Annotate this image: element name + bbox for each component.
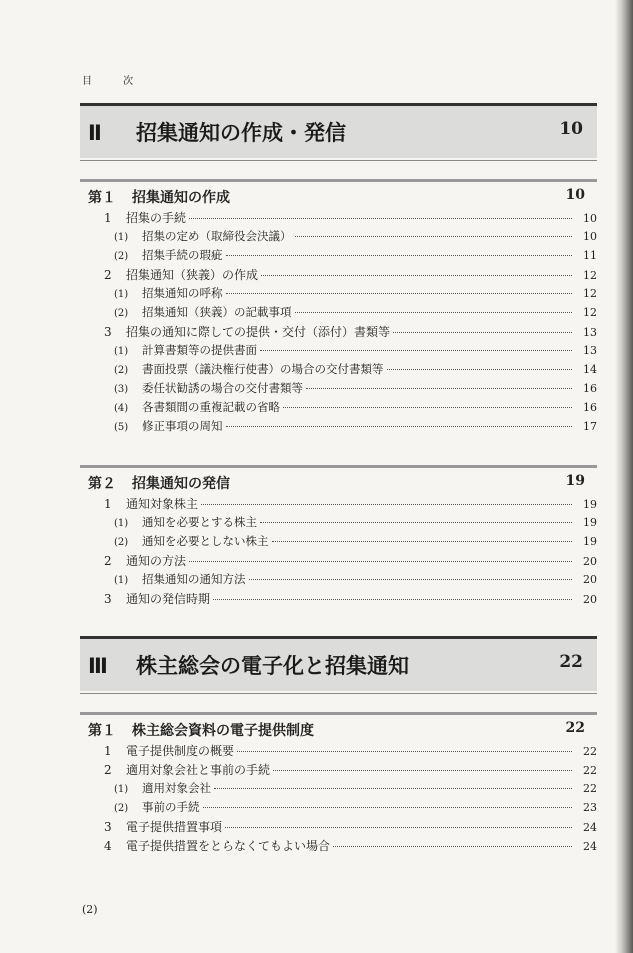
entry-number: (2): [114, 365, 129, 376]
entry-number: (2): [114, 537, 129, 548]
entry-title: 適用対象会社: [142, 781, 211, 795]
entry-page: 12: [583, 269, 597, 282]
entry-number: (1): [114, 289, 129, 300]
dot-leader: [201, 504, 572, 505]
entry-number: 2: [104, 554, 112, 568]
entry-title: 招集通知の通知方法: [142, 572, 246, 586]
entry-page: 14: [583, 363, 597, 376]
dot-leader: [203, 807, 573, 808]
book-binding-shadow: [615, 0, 633, 953]
entry-page: 16: [583, 401, 597, 414]
entry-page: 16: [583, 382, 597, 395]
toc-entry: [80, 342, 597, 361]
entry-title: 通知対象株主: [126, 497, 199, 511]
dot-leader: [260, 350, 572, 351]
entry-number: (2): [114, 803, 129, 814]
toc-entry: [80, 514, 597, 533]
entry-page: 10: [583, 230, 597, 243]
entry-title: 通知を必要とする株主: [142, 515, 257, 529]
entry-page: 24: [583, 821, 597, 834]
dot-leader: [249, 579, 573, 580]
entry-page: 19: [583, 516, 597, 529]
dot-leader: [272, 541, 573, 542]
chapter-page: 10: [565, 187, 585, 203]
dot-leader: [387, 369, 573, 370]
entry-page: 19: [583, 498, 597, 511]
page-number: (2): [82, 903, 98, 916]
entry-title: 書面投票（議決権行使書）の場合の交付書類等: [142, 362, 384, 376]
entry-number: 4: [104, 839, 112, 853]
entry-title: 電子提供措置事項: [126, 820, 223, 834]
entry-page: 20: [583, 555, 597, 568]
entry-title: 各書類間の重複記載の省略: [142, 400, 280, 414]
entry-number: (5): [114, 422, 129, 433]
toc-entry: [80, 552, 597, 571]
entry-title: 計算書類等の提供書面: [142, 343, 257, 357]
toc-entry: [80, 380, 597, 399]
entry-page: 24: [583, 840, 597, 853]
entry-number: (1): [114, 518, 129, 529]
entry-page: 13: [583, 344, 597, 357]
toc-entry: [80, 761, 597, 780]
entry-number: (1): [114, 346, 129, 357]
entry-title: 招集の手続: [126, 211, 187, 225]
dot-leader: [226, 426, 573, 427]
entry-title: 招集の定め（取締役会決議）: [142, 229, 292, 243]
entry-number: 1: [104, 211, 112, 225]
toc-entry: [80, 285, 597, 304]
toc-entry: [80, 837, 597, 856]
dot-leader: [226, 255, 573, 256]
chapter-number: 第１: [88, 723, 116, 739]
part-page: 22: [559, 652, 583, 672]
entry-title: 招集通知の呼称: [142, 286, 223, 300]
part-numeral: Ⅲ: [88, 654, 108, 678]
toc-entry: [80, 361, 597, 380]
entry-number: (1): [114, 232, 129, 243]
entry-title: 招集手続の瑕疵: [142, 248, 223, 262]
toc-entry: [80, 818, 597, 837]
entry-title: 通知の発信時期: [126, 592, 211, 606]
entry-page: 22: [583, 764, 597, 777]
toc-entry: [80, 799, 597, 818]
chapter-number: 第１: [88, 190, 116, 206]
dot-leader: [273, 770, 572, 771]
entry-title: 招集の通知に際しての提供・交付（添付）書類等: [126, 325, 391, 339]
dot-leader: [213, 599, 572, 600]
entry-page: 20: [583, 573, 597, 586]
entry-number: (4): [114, 403, 129, 414]
toc-entry: [80, 323, 597, 342]
dot-leader: [260, 522, 572, 523]
entry-page: 20: [583, 593, 597, 606]
entry-title: 修正事項の周知: [142, 419, 223, 433]
entry-page: 13: [583, 326, 597, 339]
dot-leader: [214, 788, 572, 789]
chapter-page: 22: [565, 720, 585, 736]
entry-title: 適用対象会社と事前の手続: [126, 763, 271, 777]
dot-leader: [261, 275, 572, 276]
entry-number: 1: [104, 497, 112, 511]
dot-leader: [226, 293, 573, 294]
entry-title: 招集通知（狭義）の作成: [126, 268, 259, 282]
entry-page: 22: [583, 745, 597, 758]
entry-number: (1): [114, 575, 129, 586]
entry-page: 23: [583, 801, 597, 814]
toc-entry: [80, 590, 597, 609]
entry-title: 委任状勧誘の場合の交付書類等: [142, 381, 303, 395]
entry-page: 22: [583, 782, 597, 795]
entry-title: 電子提供措置をとらなくてもよい場合: [126, 839, 331, 853]
part-numeral: Ⅱ: [88, 121, 102, 145]
entry-number: 2: [104, 763, 112, 777]
toc-entry: [80, 228, 597, 247]
toc-entry: [80, 266, 597, 285]
dot-leader: [306, 388, 572, 389]
part-heading: [80, 103, 597, 161]
dot-leader: [189, 218, 572, 219]
dot-leader: [225, 827, 572, 828]
toc-entry: [80, 209, 597, 228]
entry-title: 電子提供制度の概要: [126, 744, 235, 758]
toc-chapter: [80, 465, 597, 609]
toc-entry: [80, 533, 597, 552]
chapter-number: 第２: [88, 476, 116, 492]
entry-title: 事前の手続: [142, 800, 200, 814]
dot-leader: [295, 312, 573, 313]
dot-leader: [237, 751, 572, 752]
entry-title: 通知を必要としない株主: [142, 534, 269, 548]
entry-number: (2): [114, 251, 129, 262]
dot-leader: [393, 332, 572, 333]
part-heading: [80, 636, 597, 694]
entry-number: 3: [104, 325, 112, 339]
entry-page: 12: [583, 287, 597, 300]
toc-chapter: [80, 712, 597, 856]
entry-page: 11: [583, 249, 597, 262]
dot-leader: [189, 561, 572, 562]
entry-title: 通知の方法: [126, 554, 187, 568]
toc-entry: [80, 304, 597, 323]
dot-leader: [333, 846, 572, 847]
toc-entry: [80, 495, 597, 514]
entry-page: 12: [583, 306, 597, 319]
entry-number: (3): [114, 384, 129, 395]
toc-entry: [80, 418, 597, 437]
entry-page: 17: [583, 420, 597, 433]
part-title: 招集通知の作成・発信: [136, 121, 346, 145]
toc-entry: [80, 399, 597, 418]
entry-number: 3: [104, 820, 112, 834]
entry-number: (1): [114, 784, 129, 795]
dot-leader: [283, 407, 572, 408]
chapter-title: 株主総会資料の電子提供制度: [132, 723, 314, 739]
toc-entry: [80, 571, 597, 590]
part-page: 10: [559, 119, 583, 139]
chapter-page: 19: [565, 473, 585, 489]
running-header: 目 次: [82, 76, 148, 87]
dot-leader: [295, 236, 573, 237]
chapter-title: 招集通知の作成: [132, 190, 230, 206]
entry-title: 招集通知（狭義）の記載事項: [142, 305, 292, 319]
chapter-title: 招集通知の発信: [132, 476, 230, 492]
toc-entry: [80, 742, 597, 761]
entry-number: 3: [104, 592, 112, 606]
toc-chapter: [80, 179, 597, 437]
part-title: 株主総会の電子化と招集通知: [136, 654, 409, 678]
toc-entry: [80, 247, 597, 266]
entry-page: 10: [583, 212, 597, 225]
entry-number: 1: [104, 744, 112, 758]
entry-page: 19: [583, 535, 597, 548]
entry-number: (2): [114, 308, 129, 319]
toc-entry: [80, 780, 597, 799]
entry-number: 2: [104, 268, 112, 282]
